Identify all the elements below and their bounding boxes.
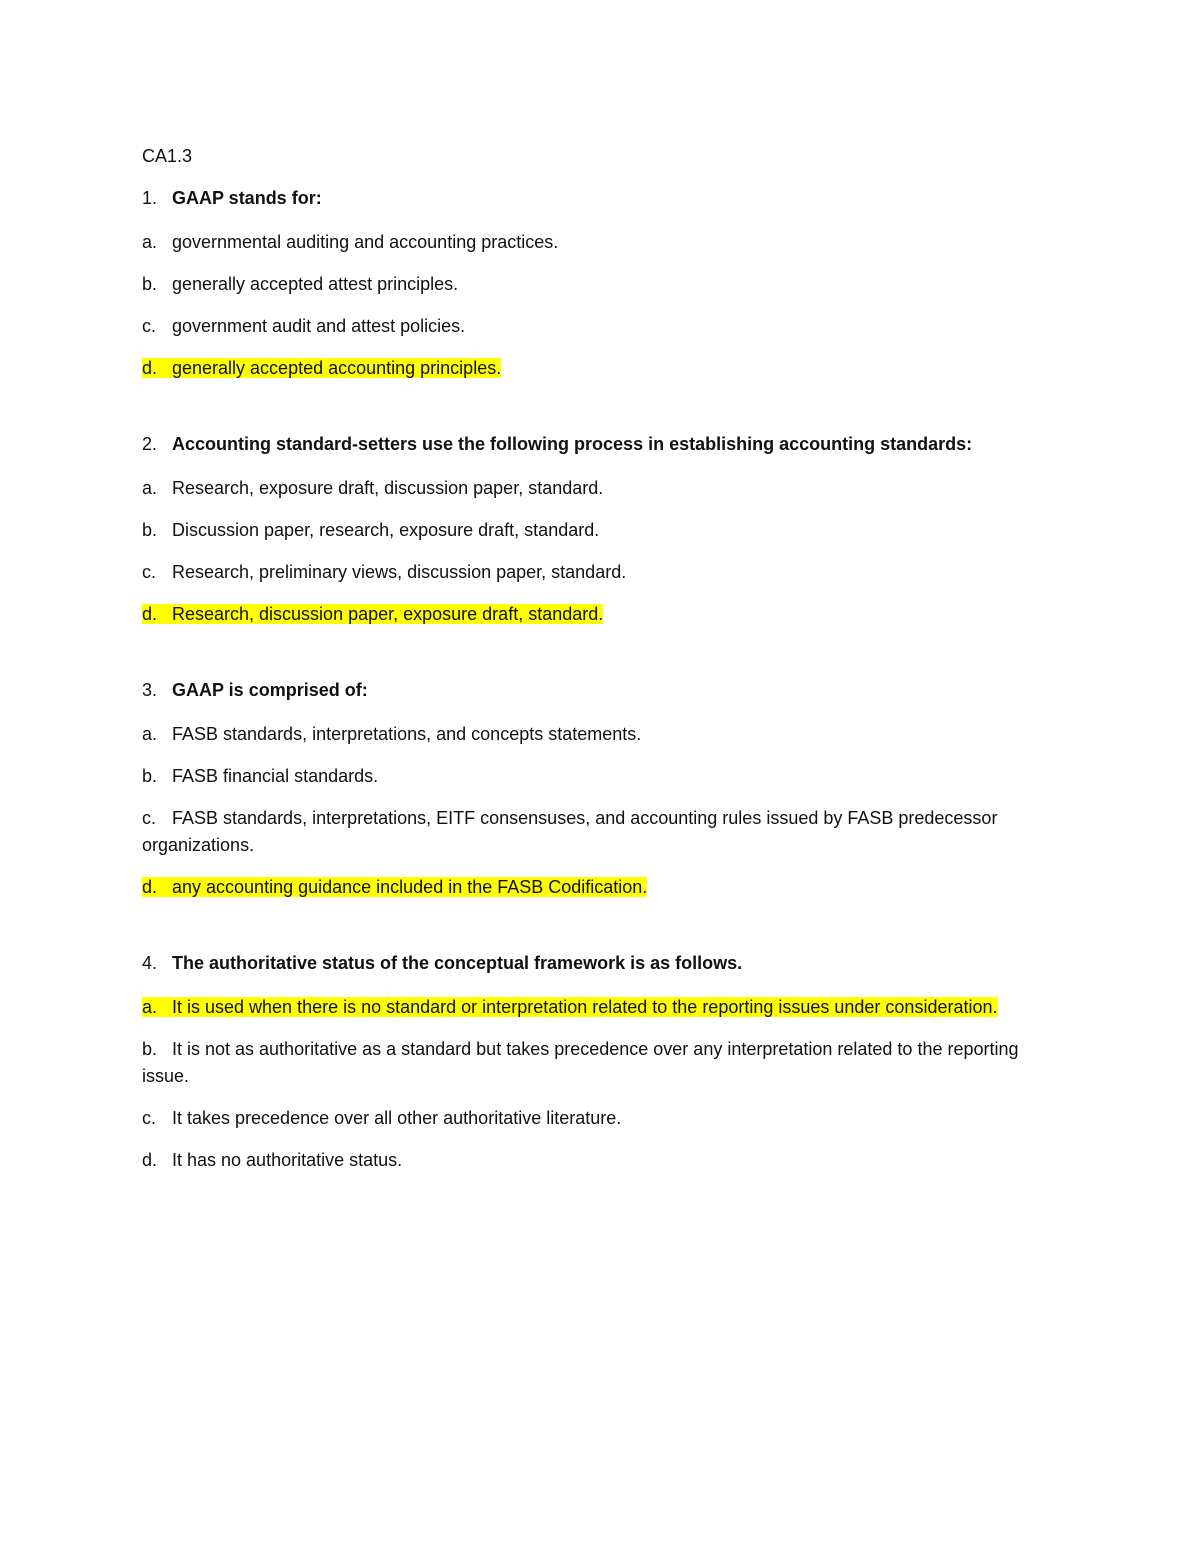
option-letter: d. bbox=[142, 1150, 158, 1170]
option-text: It takes precedence over all other authoritative literature. bbox=[172, 1108, 622, 1128]
option-letter: d. bbox=[142, 877, 158, 897]
option-b bbox=[142, 1036, 1052, 1090]
option-text: generally accepted accounting principles. bbox=[172, 358, 502, 378]
question-text: GAAP is comprised of: bbox=[172, 680, 368, 700]
option-d-correct-answer bbox=[142, 355, 1052, 382]
option-a-correct-answer bbox=[142, 994, 1052, 1021]
option-letter: c. bbox=[142, 562, 157, 582]
answer-highlight bbox=[142, 877, 647, 897]
option-d-correct-answer bbox=[142, 601, 1052, 628]
option-letter: d. bbox=[142, 358, 158, 378]
option-letter: a. bbox=[142, 724, 158, 744]
option-c bbox=[142, 313, 1052, 340]
option-text: It has no authoritative status. bbox=[172, 1150, 403, 1170]
option-letter: a. bbox=[142, 232, 158, 252]
option-text: generally accepted attest principles. bbox=[172, 274, 459, 294]
option-letter: c. bbox=[142, 808, 157, 828]
option-text: any accounting guidance included in the FASB Codification. bbox=[172, 877, 648, 897]
question-number: 3. bbox=[142, 680, 158, 700]
spacer bbox=[142, 397, 1052, 433]
option-text: It is not as authoritative as a standard but takes precedence over any interpretation related to the reporting issue. bbox=[142, 1039, 1019, 1086]
option-text: government audit and attest policies. bbox=[172, 316, 466, 336]
option-c bbox=[142, 805, 1052, 859]
option-letter: a. bbox=[142, 478, 158, 498]
question-prompt bbox=[142, 433, 1052, 455]
question-text: Accounting standard-setters use the following process in establishing accounting standards: bbox=[172, 434, 973, 454]
page-title: CA1.3 bbox=[142, 146, 193, 166]
option-letter: d. bbox=[142, 604, 158, 624]
option-a bbox=[142, 721, 1052, 748]
question-number: 4. bbox=[142, 953, 158, 973]
option-text: FASB financial standards. bbox=[172, 766, 379, 786]
question-1 bbox=[142, 187, 1052, 382]
answer-highlight bbox=[142, 997, 998, 1017]
question-number: 1. bbox=[142, 188, 158, 208]
question-2 bbox=[142, 433, 1052, 628]
question-prompt bbox=[142, 187, 1052, 209]
answer-highlight bbox=[142, 604, 603, 624]
option-text: It is used when there is no standard or interpretation related to the reporting issues under consideration. bbox=[172, 997, 998, 1017]
option-b bbox=[142, 271, 1052, 298]
option-c bbox=[142, 1105, 1052, 1132]
option-letter: c. bbox=[142, 1108, 157, 1128]
option-text: Discussion paper, research, exposure draft, standard. bbox=[172, 520, 600, 540]
document-body bbox=[142, 145, 1052, 1189]
option-text: FASB standards, interpretations, EITF consensuses, and accounting rules issued by FASB predecessor organizations. bbox=[142, 808, 998, 855]
option-text: Research, preliminary views, discussion paper, standard. bbox=[172, 562, 627, 582]
option-text: FASB standards, interpretations, and concepts statements. bbox=[172, 724, 642, 744]
option-d-correct-answer bbox=[142, 874, 1052, 901]
option-letter: a. bbox=[142, 997, 158, 1017]
option-a bbox=[142, 475, 1052, 502]
option-text: Research, discussion paper, exposure draft, standard. bbox=[172, 604, 604, 624]
answer-highlight bbox=[142, 358, 501, 378]
option-c bbox=[142, 559, 1052, 586]
question-4 bbox=[142, 952, 1052, 1174]
question-text: GAAP stands for: bbox=[172, 188, 322, 208]
option-letter: b. bbox=[142, 274, 158, 294]
option-text: Research, exposure draft, discussion paper, standard. bbox=[172, 478, 604, 498]
option-letter: c. bbox=[142, 316, 157, 336]
question-prompt bbox=[142, 952, 1052, 974]
option-a bbox=[142, 229, 1052, 256]
question-number: 2. bbox=[142, 434, 158, 454]
option-b bbox=[142, 763, 1052, 790]
question-3 bbox=[142, 679, 1052, 901]
option-d bbox=[142, 1147, 1052, 1174]
option-letter: b. bbox=[142, 520, 158, 540]
option-letter: b. bbox=[142, 766, 158, 786]
question-text: The authoritative status of the conceptual framework is as follows. bbox=[172, 953, 743, 973]
spacer bbox=[142, 916, 1052, 952]
question-prompt bbox=[142, 679, 1052, 701]
option-letter: b. bbox=[142, 1039, 158, 1059]
spacer bbox=[142, 643, 1052, 679]
option-text: governmental auditing and accounting practices. bbox=[172, 232, 559, 252]
option-b bbox=[142, 517, 1052, 544]
